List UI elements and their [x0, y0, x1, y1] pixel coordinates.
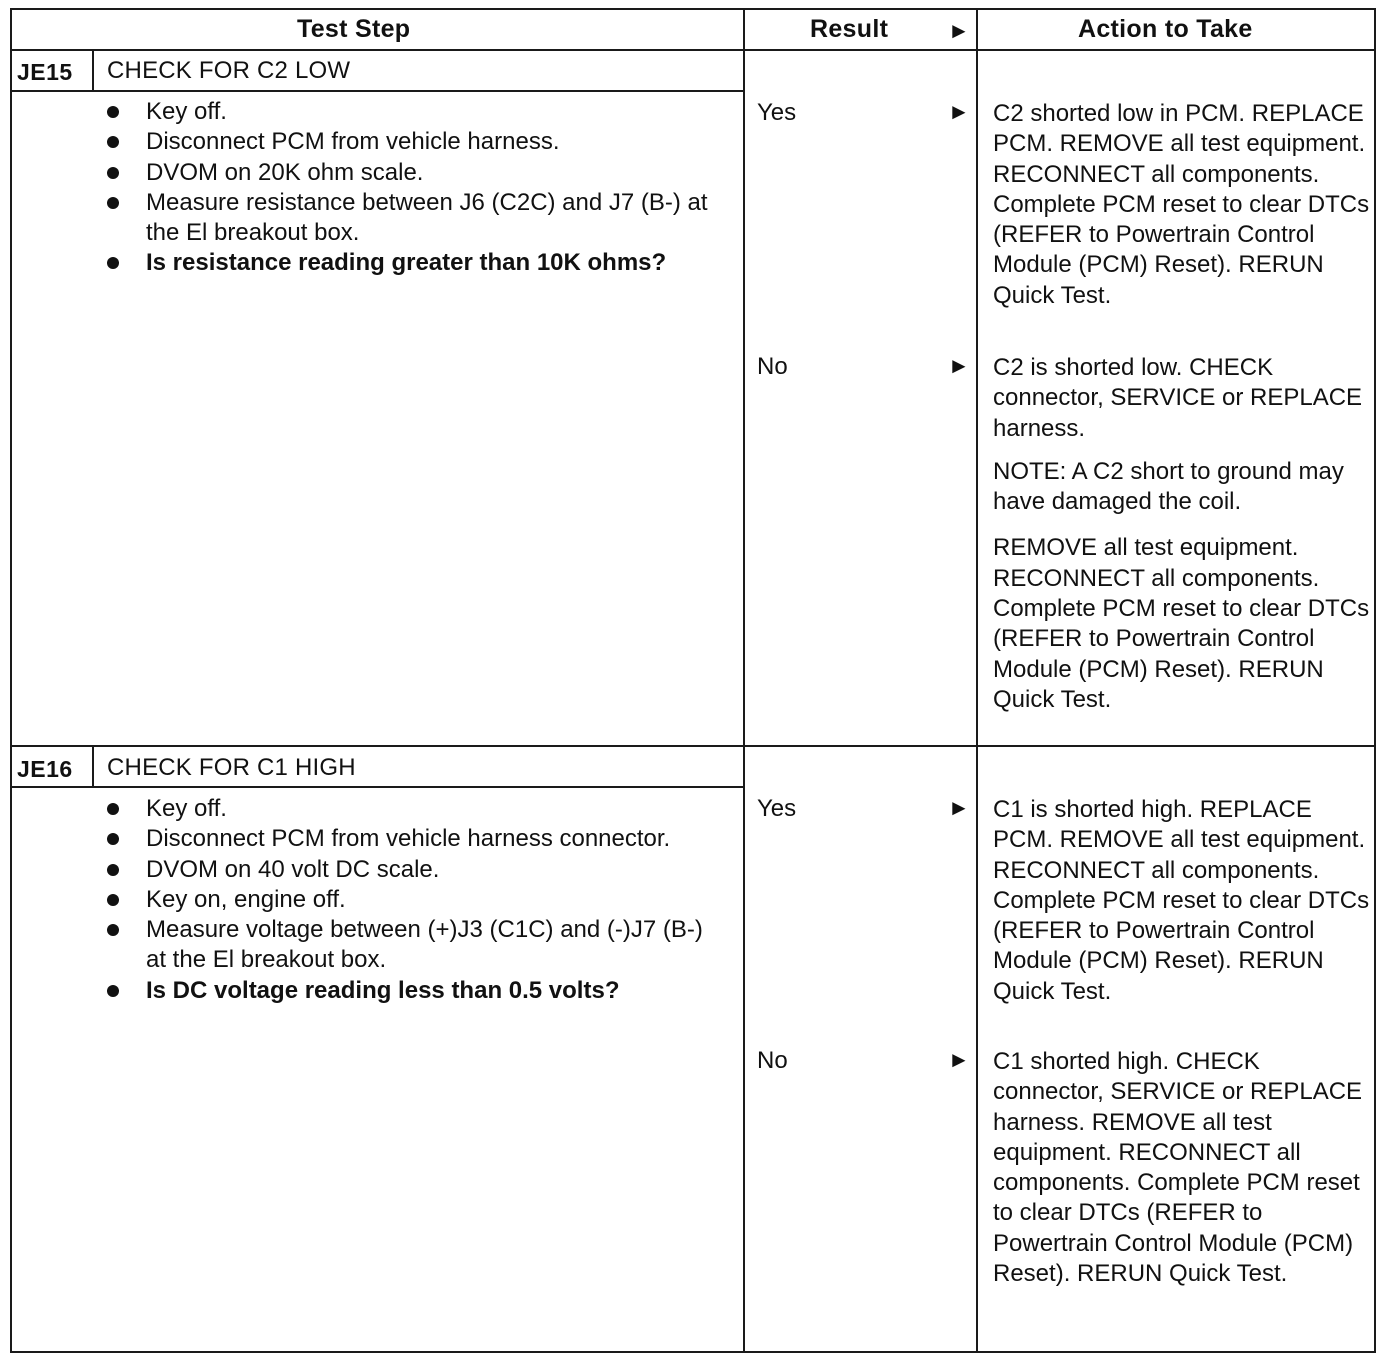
action-note: NOTE: A C2 short to ground may have damaged the coil. — [993, 457, 1344, 516]
instruction-item: Measure voltage between (+)J3 (C1C) and (-)J7 (B-) at the El breakout box. — [104, 915, 724, 976]
action-paragraph: REMOVE all test equipment. RECONNECT all components. Complete PCM reset to clear DTCs (REFER to Powertrain Control Module (PCM) Reset). RERUN Quick Test. — [993, 534, 1370, 713]
instruction-item: Measure resistance between J6 (C2C) and J7 (B-) at the El breakout box. — [104, 188, 724, 249]
step-code: JE16 — [17, 756, 73, 782]
step-code-divider — [92, 49, 94, 92]
step-instructions — [104, 794, 724, 1006]
result-no: No — [757, 1047, 788, 1074]
action-text — [993, 1047, 1377, 1289]
result-no: No — [757, 353, 788, 380]
table-left-rule — [10, 8, 12, 1353]
result-arrow-icon: ► — [948, 795, 970, 820]
column-divider-action — [976, 8, 978, 1353]
result-arrow-icon: ► — [948, 353, 970, 378]
result-arrow-icon: ► — [948, 99, 970, 124]
header-test-step: Test Step — [297, 15, 411, 43]
action-text — [993, 353, 1377, 715]
header-bottom-rule — [10, 49, 1376, 51]
action-paragraph: C1 shorted high. CHECK connector, SERVICE or REPLACE harness. REMOVE all test equipment. RECONNECT all components. Complete PCM reset to clear DTCs (REFER to Powertrain Control Module (PCM) Reset). RERUN Quick Test. — [993, 1048, 1363, 1288]
instruction-item: DVOM on 40 volt DC scale. — [104, 855, 724, 885]
column-divider-result — [743, 8, 745, 1353]
step-question: Is DC voltage reading less than 0.5 volts? — [104, 976, 724, 1006]
table-top-rule — [10, 8, 1376, 10]
step-question: Is resistance reading greater than 10K ohms? — [104, 248, 724, 278]
instruction-item: Disconnect PCM from vehicle harness. — [104, 127, 724, 157]
action-paragraph: C2 shorted low in PCM. REPLACE PCM. REMOVE all test equipment. RECONNECT all components. Complete PCM reset to clear DTCs (REFER to Powertrain Control Module (PCM) Reset). RERUN Quick Test. — [993, 100, 1370, 309]
action-paragraph: C1 is shorted high. REPLACE PCM. REMOVE all test equipment. RECONNECT all components. Complete PCM reset to clear DTCs (REFER to Powertrain Control Module (PCM) Reset). RERUN Quick Test. — [993, 796, 1370, 1005]
step-title-rule — [10, 90, 745, 92]
table-bottom-rule — [10, 1351, 1376, 1353]
result-arrow-icon: ► — [948, 1047, 970, 1072]
instruction-item: Key on, engine off. — [104, 885, 724, 915]
instruction-item: Key off. — [104, 794, 724, 824]
header-result: Result — [810, 15, 889, 43]
instruction-item: Disconnect PCM from vehicle harness connector. — [104, 824, 724, 854]
step-title-rule — [10, 786, 745, 788]
step-code: JE15 — [17, 59, 73, 85]
action-text — [993, 99, 1377, 311]
instruction-item: DVOM on 20K ohm scale. — [104, 158, 724, 188]
instruction-item: Key off. — [104, 97, 724, 127]
step-title: CHECK FOR C1 HIGH — [107, 754, 356, 781]
step-code-divider — [92, 745, 94, 788]
result-yes: Yes — [757, 795, 797, 822]
step-instructions — [104, 97, 724, 279]
header-action: Action to Take — [1078, 15, 1253, 43]
header-arrow-icon: ► — [948, 18, 970, 43]
action-text — [993, 795, 1377, 1007]
result-yes: Yes — [757, 99, 797, 126]
row-divider — [10, 745, 1376, 747]
action-paragraph: C2 is shorted low. CHECK connector, SERVICE or REPLACE harness. — [993, 354, 1363, 442]
step-title: CHECK FOR C2 LOW — [107, 57, 351, 84]
